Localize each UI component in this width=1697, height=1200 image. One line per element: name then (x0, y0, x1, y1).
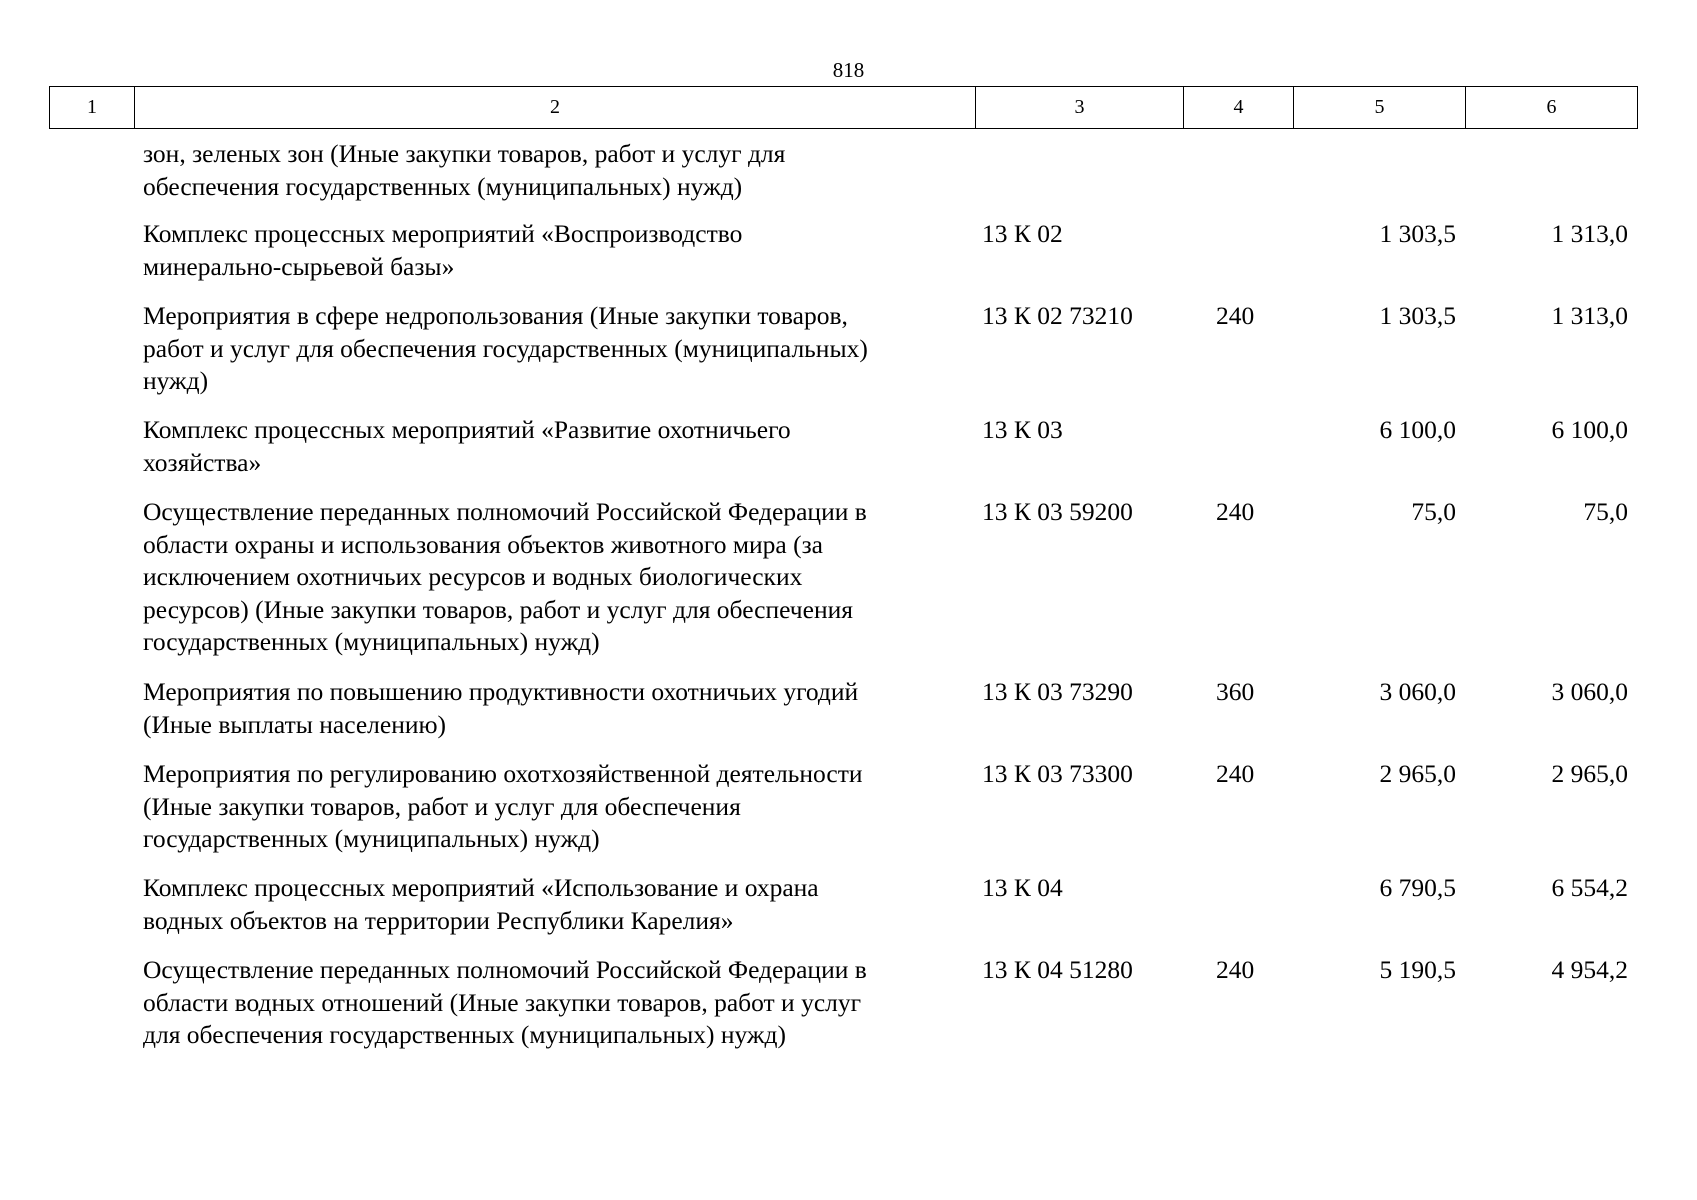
row-value-6: 6 100,0 (1551, 415, 1628, 444)
row-value-6: 1 313,0 (1551, 301, 1628, 330)
row-name: Комплекс процессных мероприятий «Использование и охрана водных объектов на территории Республики Карелия» (143, 873, 819, 935)
row-value-5: 1 303,5 (1379, 219, 1456, 248)
row-name: Мероприятия по повышению продуктивности охотничьих угодий (Иные выплаты населению) (143, 677, 859, 739)
row-name: Осуществление переданных полномочий Российской Федерации в области водных отношений (Иные закупки товаров, работ и услуг для обеспечения государственных (муниципальных) нужд) (143, 955, 867, 1049)
row-code: 13 К 02 73210 (982, 301, 1133, 330)
column-header-6: 6 (1466, 87, 1638, 129)
row-type: 240 (1216, 301, 1255, 330)
row-code: 13 К 02 (982, 219, 1063, 248)
row-name: Мероприятия в сфере недропользования (Иные закупки товаров, работ и услуг для обеспечения государственных (муниципальных) нужд) (143, 301, 868, 395)
column-header-1: 1 (50, 87, 135, 129)
row-type: 240 (1216, 497, 1255, 526)
row-name: Мероприятия по регулированию охотхозяйственной деятельности (Иные закупки товаров, работ и услуг для обеспечения государственных (муниципальных) нужд) (143, 759, 863, 853)
row-name: Осуществление переданных полномочий Российской Федерации в области охраны и использования объектов животного мира (за исключением охотничьих ресурсов и водных биологических ресурсов) (Иные закупки товаров, работ и услуг для обеспечения государственных (муниципальных) нужд) (143, 497, 867, 656)
column-header-table (49, 86, 1638, 129)
row-type: 240 (1216, 759, 1255, 788)
row-type: 360 (1216, 677, 1255, 706)
row-value-5: 6 100,0 (1379, 415, 1456, 444)
row-code: 13 К 04 (982, 873, 1063, 902)
column-header-4: 4 (1184, 87, 1294, 129)
row-value-6: 1 313,0 (1551, 219, 1628, 248)
column-header-row (50, 87, 1638, 129)
row-name: зон, зеленых зон (Иные закупки товаров, работ и услуг для обеспечения государственных (муниципальных) нужд) (143, 139, 786, 201)
row-value-6: 6 554,2 (1551, 873, 1628, 902)
row-value-6: 75,0 (1583, 497, 1628, 526)
row-value-5: 1 303,5 (1379, 301, 1456, 330)
row-value-5: 6 790,5 (1379, 873, 1456, 902)
column-header-3: 3 (976, 87, 1184, 129)
row-value-5: 2 965,0 (1379, 759, 1456, 788)
column-header-5: 5 (1294, 87, 1466, 129)
column-header-2: 2 (135, 87, 976, 129)
row-code: 13 К 03 (982, 415, 1063, 444)
row-name: Комплекс процессных мероприятий «Развитие охотничьего хозяйства» (143, 415, 791, 477)
row-type: 240 (1216, 955, 1255, 984)
row-value-6: 3 060,0 (1551, 677, 1628, 706)
row-value-5: 3 060,0 (1379, 677, 1456, 706)
page-number: 818 (832, 58, 865, 82)
row-code: 13 К 03 73300 (982, 759, 1133, 788)
row-code: 13 К 04 51280 (982, 955, 1133, 984)
row-name: Комплекс процессных мероприятий «Воспроизводство минерально-сырьевой базы» (143, 219, 743, 281)
row-value-6: 4 954,2 (1551, 955, 1628, 984)
row-code: 13 К 03 59200 (982, 497, 1133, 526)
row-value-6: 2 965,0 (1551, 759, 1628, 788)
row-code: 13 К 03 73290 (982, 677, 1133, 706)
row-value-5: 5 190,5 (1379, 955, 1456, 984)
row-value-5: 75,0 (1411, 497, 1456, 526)
